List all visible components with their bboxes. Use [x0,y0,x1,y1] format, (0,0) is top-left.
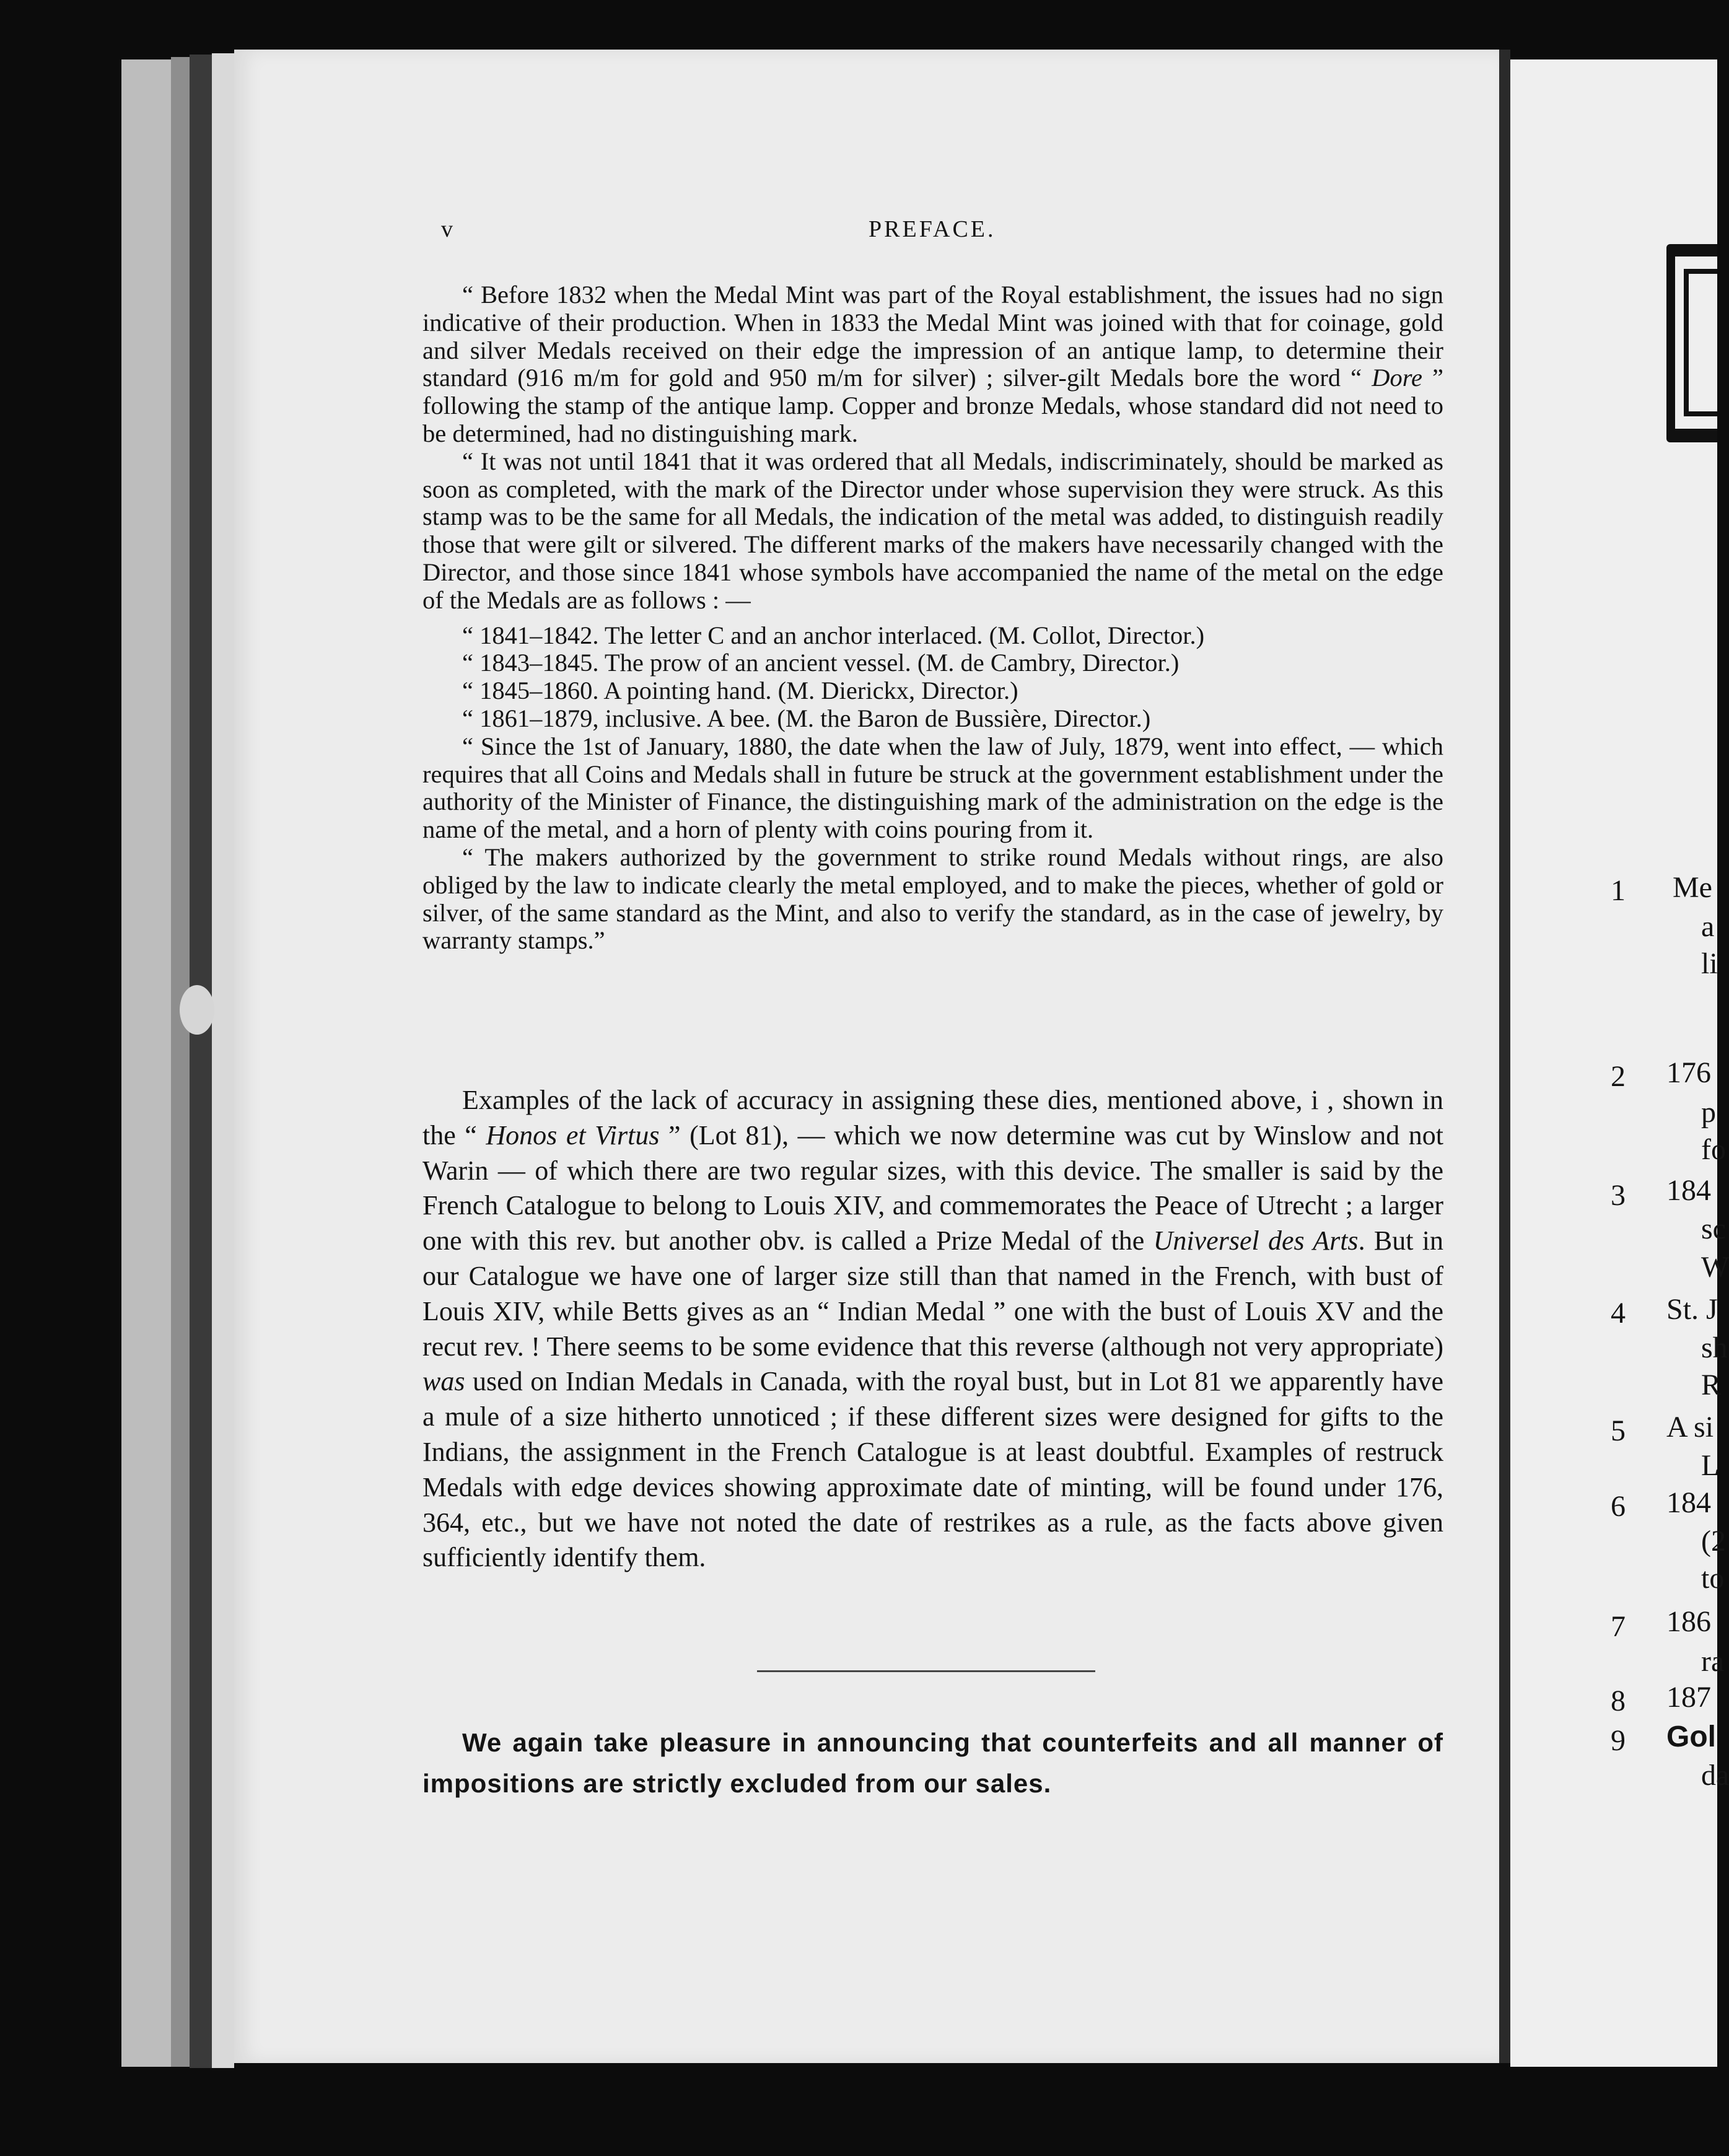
text-fragment: p [1701,1096,1716,1129]
italic-title: Honos et Virtus [486,1120,660,1150]
closing-text: We again take pleasure in announcing that counterfeits and all manner of impositions are strictly excluded from our sales. [422,1728,1443,1798]
page-number: v [441,216,455,242]
quote-paragraph: “ Before 1832 when the Medal Mint was part of the Royal establishment, the issues had no sign indicative of their production. When in 1833 the Medal Mint was joined with that for coinage, gold and silver Medals received on their edge the impression of an antique lamp, to determine their standard (916 m/m for gold and 950 m/m for silver) ; silver-gilt Medals bore the word “ Dore ” following the stamp of the antique lamp. Copper and bronze Medals, whose standard did not need to be determined, had no distinguishing mark. [422,281,1443,447]
list-number: 4 [1611,1297,1626,1330]
book-edge-light [121,59,171,2067]
examples-paragraph: Examples of the lack of accuracy in assigning these dies, mentioned above, i , shown in the “ Honos et Virtus ” (Lot 81), — which we now determine was cut by Winslow and not Warin — of which there are two regular sizes, with this device. The smaller is said by the French Catalogue to belong to Louis XIV, and commemorates the Peace of Utrecht ; a larger one with this rev. but another obv. is called a Prize Medal of the Universel des Arts. But in our Catalogue we have one of larger size still than that named in the French, with bust of Louis XIV, while Betts gives as an “ Indian Medal ” one with the bust of Louis XV and the recut rev. ! There seems to be some evidence that this reverse (although not very appropriate) was used on Indian Medals in Canada, with the royal bust, but in Lot 81 we apparently have a mule of a size hitherto unnoticed ; if these different sizes were designed for gifts to the Indians, the assignment in the French Catalogue is at least doubtful. Examples of restruck Medals with edge devices showing approximate date of minting, will be found under 176, 364, etc., but we have not noted the date of restrikes as a rule, as the facts above given sufficiently identify them. [422,1085,1444,1573]
paper-stain [180,985,214,1035]
director-mark-entry: “ 1845–1860. A pointing hand. (M. Dierickx, Director.) [462,677,1018,705]
text-fragment: L [1701,1449,1720,1482]
book-edge-dark [190,55,212,2068]
quoted-passage [422,281,1443,955]
list-number: 3 [1611,1179,1626,1212]
text-fragment: (2 [1701,1525,1726,1558]
text-fragment: 184 [1666,1486,1711,1519]
list-number: 1 [1611,874,1626,907]
text-fragment: Me [1673,871,1712,904]
text-fragment: 184 [1666,1174,1711,1207]
text-fragment: Gol [1666,1720,1716,1753]
text-fragment: 186 [1666,1605,1711,1638]
director-mark-entry: “ 1861–1879, inclusive. A bee. (M. the Baron de Bussière, Director.) [462,704,1151,732]
text-fragment: A si [1666,1411,1714,1444]
text-fragment: ra [1701,1645,1725,1678]
right-page-text [1614,0,1729,2156]
text-fragment: fo [1701,1133,1726,1166]
quote-paragraph: “ The makers authorized by the government to strike round Medals without rings, are also obliged by the law to indicate clearly the metal employed, and to make the pieces, whether of gold or silver, of the same standard as the Mint, and also to verify the standard, as in the case of jewelry, by warranty stamps.” [422,843,1443,955]
text-fragment: li [1701,947,1718,980]
quote-paragraph: “ It was not until 1841 that it was ordered that all Medals, indiscriminately, should be marked as soon as completed, with the mark of the Director under whose supervision they were struck. As this stamp was to be the same for all Medals, the indication of the metal was added, to distinguish readily those that were gilt or silvered. The different marks of the makers have necessarily changed with the Director, and those since 1841 whose symbols have accompanied the name of the metal on the edge of the Medals are as follows : — [422,447,1443,614]
examples-section [422,1083,1443,1575]
list-number: 8 [1611,1685,1626,1717]
director-mark-entry: “ 1843–1845. The prow of an ancient vessel. (M. de Cambry, Director.) [462,649,1180,677]
italic-title: Universel des Arts [1153,1225,1359,1256]
page-gutter [1499,50,1510,2063]
text-fragment: a [1701,910,1715,943]
book-edge-mid [171,57,190,2067]
text-fragment: 176 [1666,1056,1711,1089]
list-number: 6 [1611,1490,1626,1523]
text-fragment: R [1701,1369,1722,1401]
section-divider [757,1670,1095,1672]
director-mark-entry: “ 1841–1842. The letter C and an anchor interlaced. (M. Collot, Director.) [462,621,1205,649]
list-number: 2 [1611,1060,1626,1093]
text-fragment: 187 [1666,1681,1711,1714]
italic-emphasis: was [422,1366,465,1397]
text-fragment: sc [1701,1212,1726,1245]
text-fragment: sh [1701,1331,1728,1364]
quote-paragraph: “ Since the 1st of January, 1880, the date when the law of July, 1879, went into effect, — which requires that all Coins and Medals shall in future be struck at the government establishment under the authority of the Minister of Finance, the distinguishing mark of the administration on the edge is the name of the metal, and a horn of plenty with coins pouring from it. [422,732,1443,844]
page-title: PREFACE. [869,216,996,242]
text-fragment: W [1701,1251,1729,1284]
italic-term: Dore [1372,364,1422,392]
list-number: 9 [1611,1724,1626,1757]
list-number: 5 [1611,1414,1626,1447]
list-number: 7 [1611,1610,1626,1643]
book-edge-inner [212,53,234,2068]
text-fragment: da [1701,1759,1729,1792]
text-fragment: St. J [1666,1293,1718,1326]
closing-notice [422,1722,1443,1804]
text-fragment: to [1701,1562,1725,1595]
